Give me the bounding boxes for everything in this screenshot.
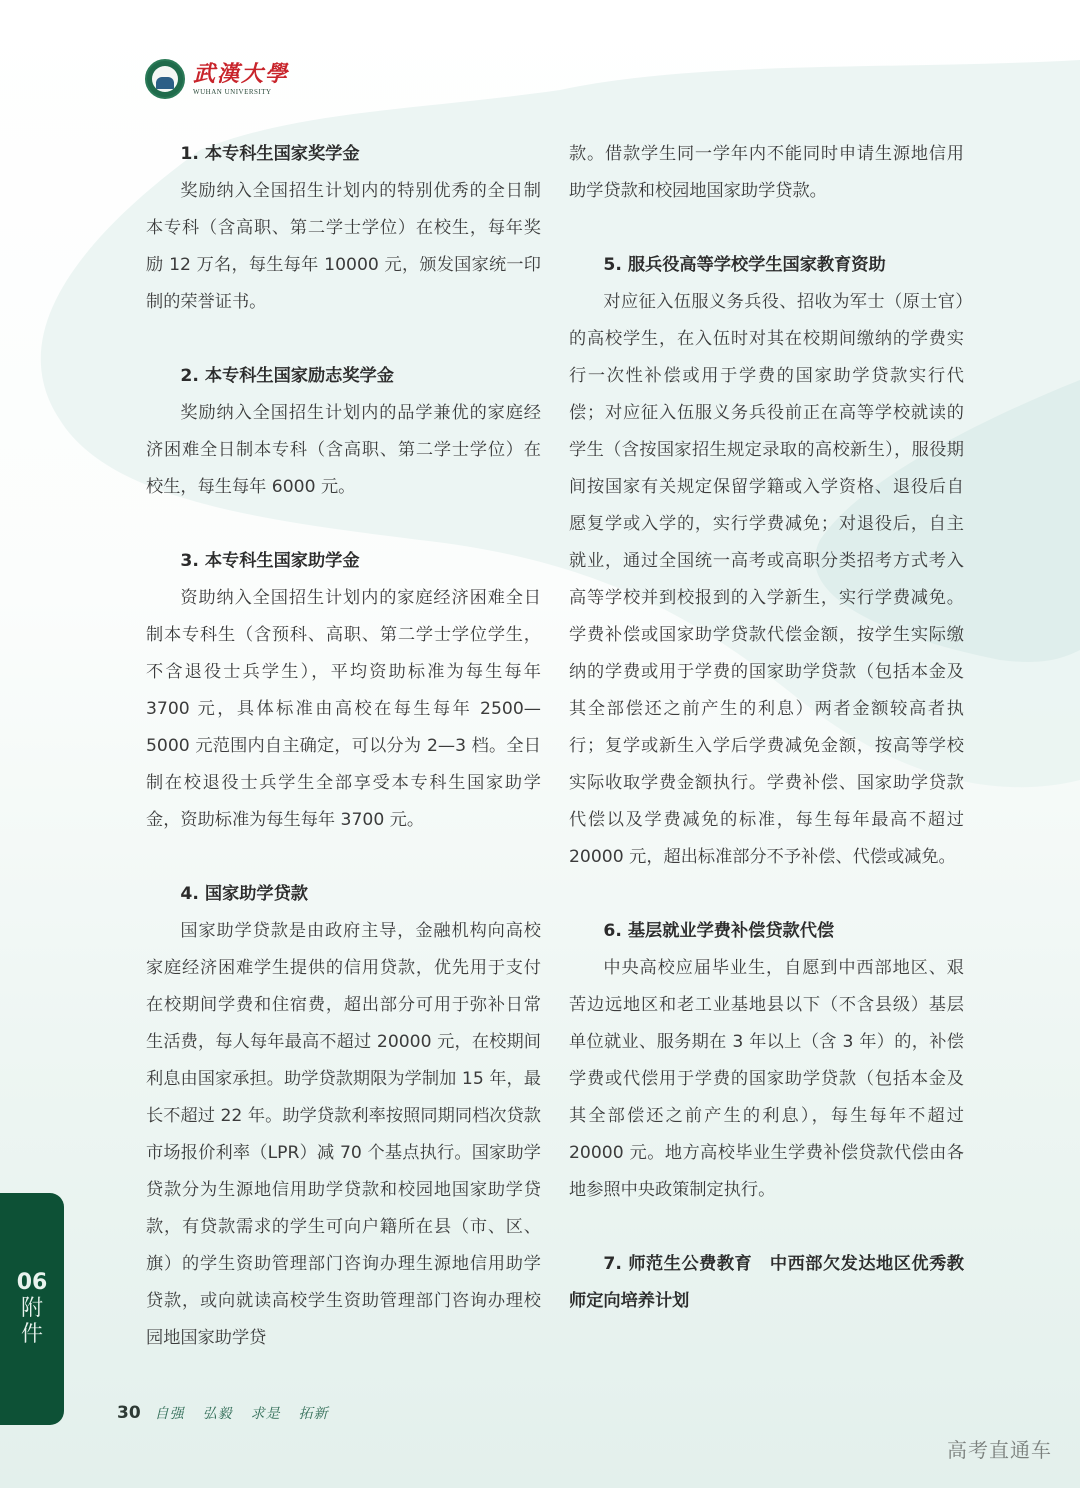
right-column — [569, 136, 964, 1320]
section-body-5: 对应征入伍服义务兵役、招收为军士（原士官）的高校学生，在入伍时对其在校期间缴纳的学费实行一次性补偿或用于学费的国家助学贷款实行代偿；对应征入伍服义务兵役前正在高等学校就读的学生（含按国家招生规定录取的高校新生），服役期间按国家有关规定保留学籍或入学资格、退役后自愿复学或入学的，实行学费减免；对退役后，自主就业，通过全国统一高考或高职分类招考方式考入高等学校并到校报到的入学新生，实行学费减免。学费补偿或国家助学贷款代偿金额，按学生实际缴纳的学费或用于学费的国家助学贷款（包括本金及其全部偿还之前产生的利息）两者金额较高者执行；复学或新生入学后学费减免金额，按高等学校实际收取学费金额执行。学费补偿、国家助学贷款代偿以及学费减免的标准，每生每年最高不超过 20000 元，超出标准部分不予补偿、代偿或减免。 — [569, 292, 964, 867]
section-gap — [146, 839, 541, 876]
section-body-1: 奖励纳入全国招生计划内的特别优秀的全日制本专科（含高职、第二学士学位）在校生，每年奖励 12 万名，每生每年 10000 元，颁发国家统一印制的荣誉证书。 — [146, 181, 541, 312]
section-heading-1: 1. 本专科生国家奖学金 — [180, 144, 360, 164]
chapter-label-char-1: 附 — [20, 1296, 43, 1321]
section-gap — [569, 876, 964, 913]
chapter-label-char-2: 件 — [20, 1322, 43, 1347]
university-seal-icon — [145, 59, 185, 99]
section-heading-4: 4. 国家助学贷款 — [180, 884, 308, 904]
source-watermark: 高考直通车 — [947, 1438, 1052, 1462]
section-heading-6: 6. 基层就业学费补偿贷款代偿 — [603, 921, 835, 941]
logo-english-name: WUHAN UNIVERSITY — [193, 88, 272, 96]
section-body-4-continued: 款。借款学生同一学年内不能同时申请生源地信用助学贷款和校园地国家助学贷款。 — [569, 144, 964, 201]
logo-chinese-name: 武漢大學 — [193, 61, 290, 87]
section-gap — [569, 1209, 964, 1246]
page-footer — [117, 1403, 347, 1423]
chapter-number: 06 — [16, 1270, 48, 1295]
section-gap — [146, 321, 541, 358]
page-number: 30 — [117, 1403, 141, 1423]
university-logo — [145, 59, 289, 99]
section-body-2: 奖励纳入全国招生计划内的品学兼优的家庭经济困难全日制本专科（含高职、第二学士学位）在校生，每生每年 6000 元。 — [146, 403, 541, 497]
section-gap — [146, 506, 541, 543]
section-body-4: 国家助学贷款是由政府主导，金融机构向高校家庭经济困难学生提供的信用贷款，优先用于支付在校期间学费和住宿费，超出部分可用于弥补日常生活费，每人每年最高不超过 20000 元，在校期间利息由国家承担。助学贷款期限为学制加 15 年，最长不超过 22 年。助学贷款利率按照同期同档次贷款市场报价利率（LPR）减 70 个基点执行。国家助学贷款分为生源地信用助学贷款和校园地国家助学贷款，有贷款需求的学生可向户籍所在县（市、区、旗）的学生资助管理部门咨询办理生源地信用助学贷款，或向就读高校学生资助管理部门咨询办理校园地国家助学贷 — [146, 921, 541, 1348]
section-heading-5: 5. 服兵役高等学校学生国家教育资助 — [603, 255, 886, 275]
section-heading-2: 2. 本专科生国家励志奖学金 — [180, 366, 394, 386]
section-heading-7: 7. 师范生公费教育 中西部欠发达地区优秀教师定向培养计划 — [569, 1254, 964, 1311]
section-body-3: 资助纳入全国招生计划内的家庭经济困难全日制本专科生（含预科、高职、第二学士学位学生，不含退役士兵学生），平均资助标准为每生每年 3700 元，具体标准由高校在每生每年 2500—5000 元范围内自主确定，可以分为 2—3 档。全日制在校退役士兵学生全部享受本专科生国家助学金，资助标准为每生每年 3700 元。 — [146, 588, 541, 830]
motto-word-4: 拓新 — [298, 1406, 329, 1422]
motto-word-3: 求是 — [250, 1406, 281, 1422]
section-gap — [569, 210, 964, 247]
motto-word-1: 自强 — [154, 1406, 185, 1422]
chapter-side-tab — [0, 1193, 64, 1425]
motto-word-2: 弘毅 — [202, 1406, 233, 1422]
section-heading-3: 3. 本专科生国家助学金 — [180, 551, 360, 571]
section-body-6: 中央高校应届毕业生，自愿到中西部地区、艰苦边远地区和老工业基地县以下（不含县级）基层单位就业、服务期在 3 年以上（含 3 年）的，补偿学费或代偿用于学费的国家助学贷款（包括本金及其全部偿还之前产生的利息），每生每年不超过 20000 元。地方高校毕业生学费补偿贷款代偿由各地参照中央政策制定执行。 — [569, 958, 964, 1200]
left-column — [146, 136, 541, 1357]
